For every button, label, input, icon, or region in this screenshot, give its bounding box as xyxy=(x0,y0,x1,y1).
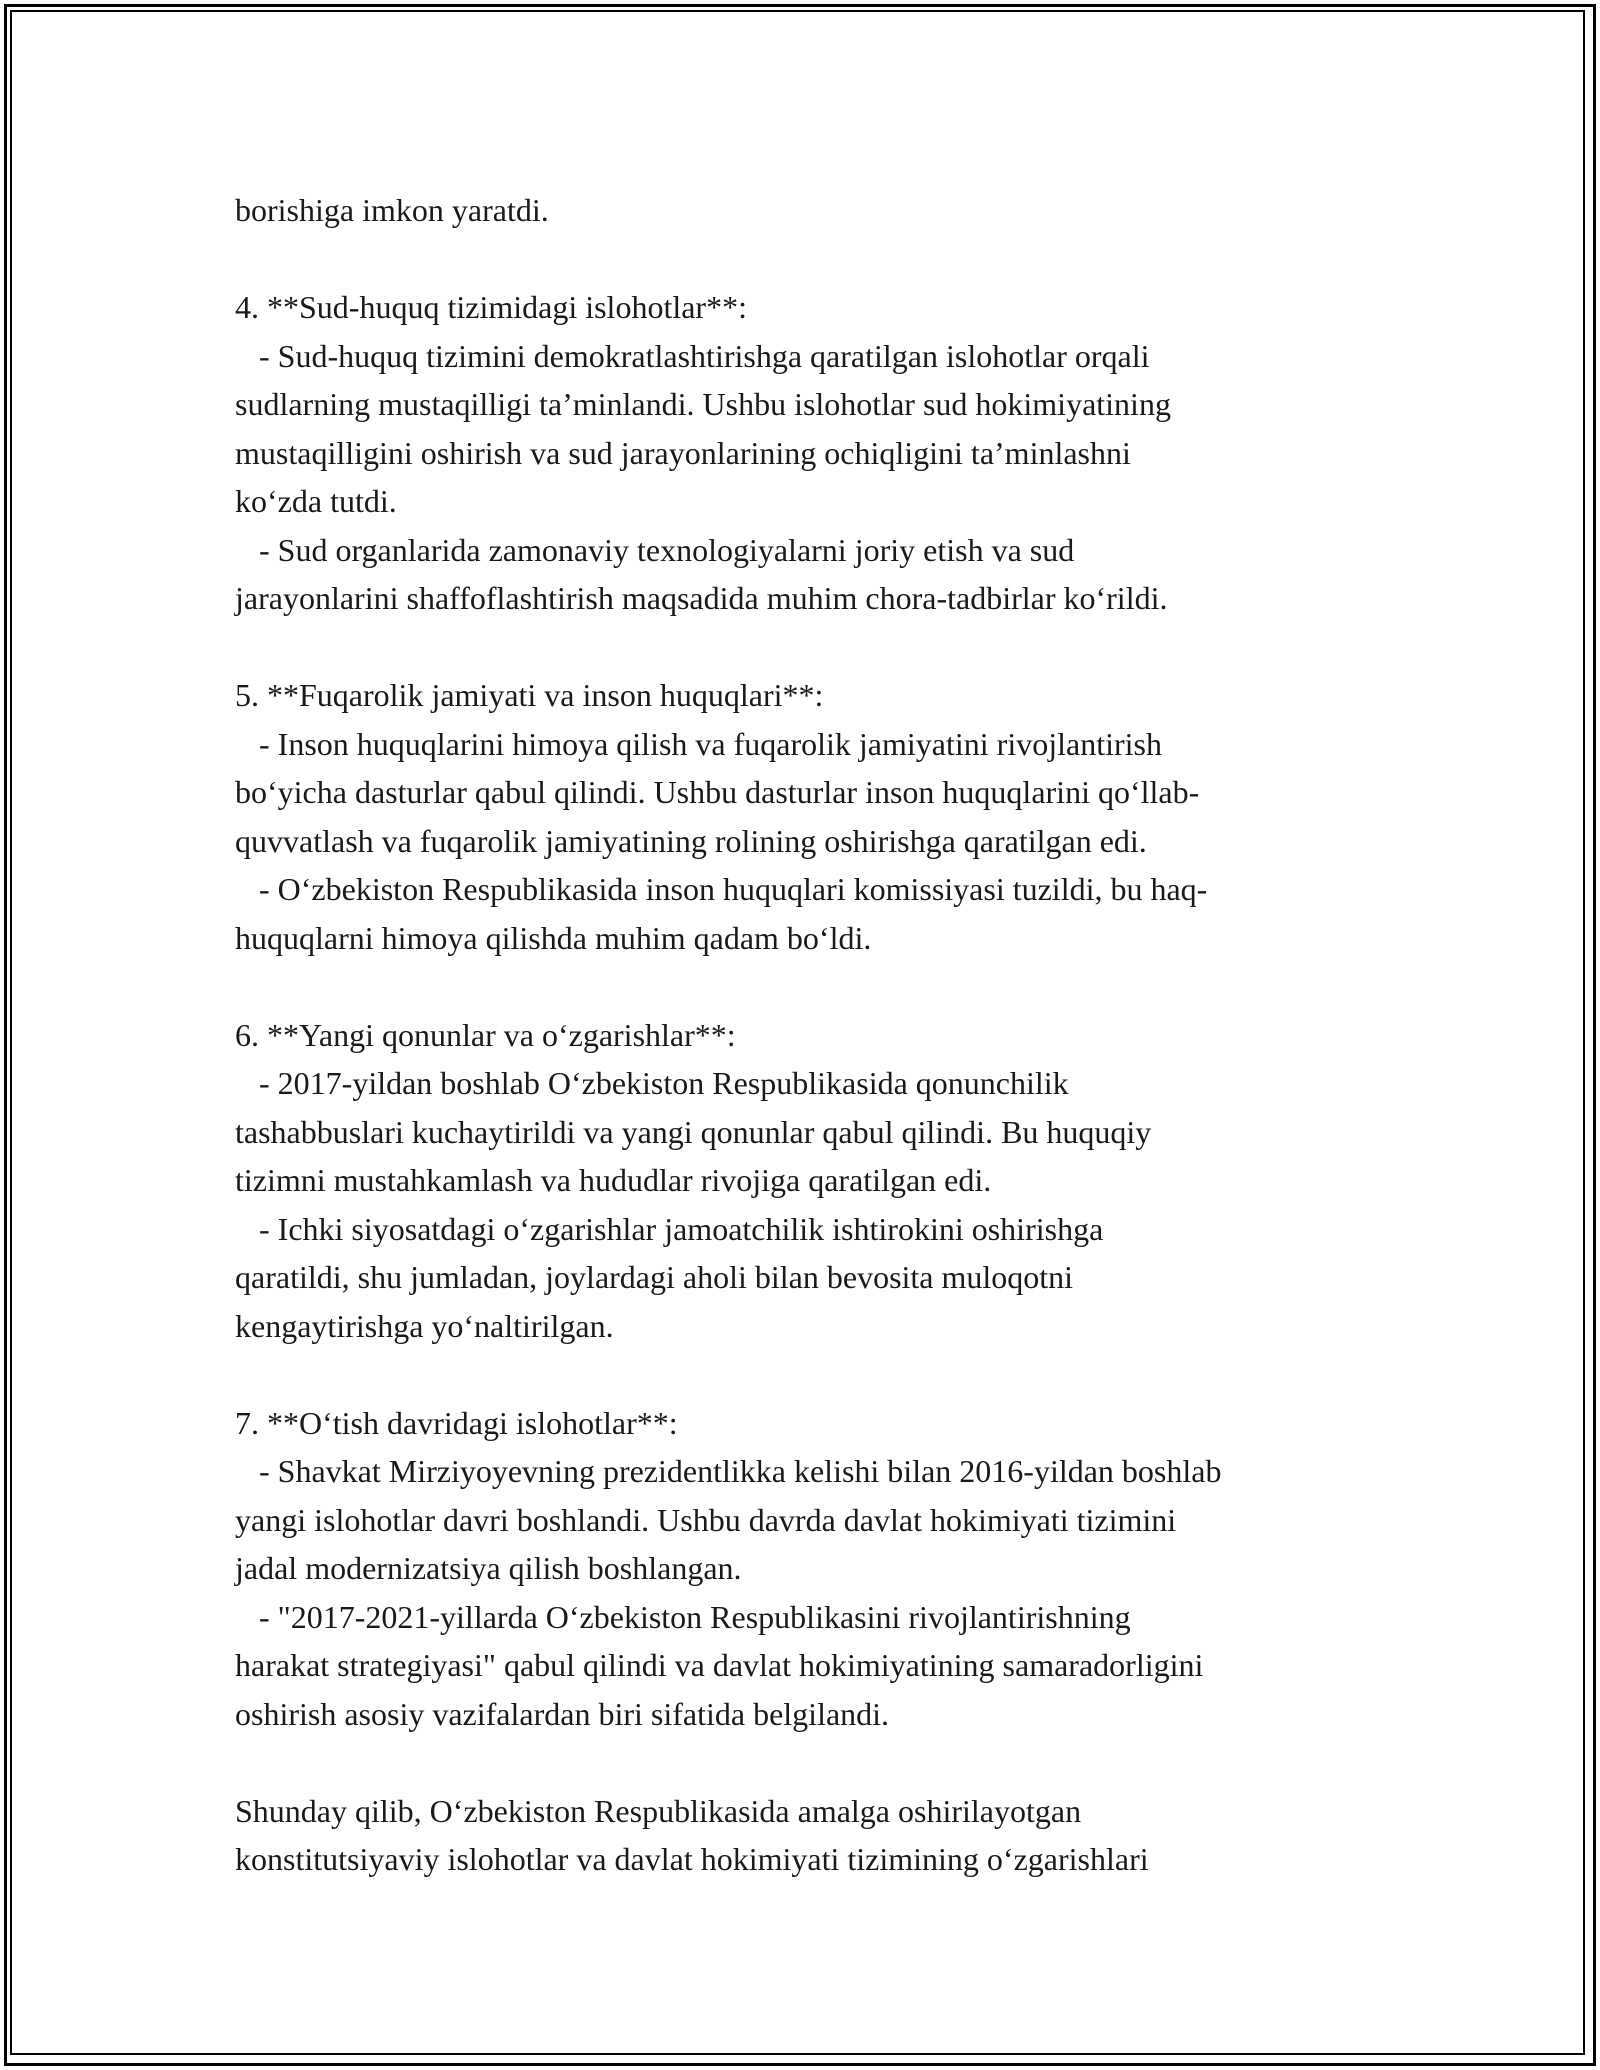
blank-line xyxy=(235,1738,1415,1787)
text-line: sudlarning mustaqilligi ta’minlandi. Ushbu islohotlar sud hokimiyatining xyxy=(235,386,1171,422)
text-line: - "2017-2021-yillarda O‘zbekiston Respublikasini rivojlantirishning xyxy=(235,1598,1131,1635)
text-line: 7. **O‘tish davridagi islohotlar**: xyxy=(235,1404,678,1441)
text-line: mustaqilligini oshirish va sud jarayonlarining ochiqligini ta’minlashni xyxy=(235,434,1131,471)
text-line: - O‘zbekiston Respublikasida inson huquqlari komissiyasi tuzildi, bu haq- xyxy=(235,871,1208,907)
text-line: kengaytirishga yo‘naltirilgan. xyxy=(235,1307,614,1344)
text-line: harakat strategiyasi" qabul qilindi va davlat hokimiyatining samaradorligini xyxy=(235,1647,1204,1683)
text-line: - Shavkat Mirziyoyevning prezidentlikka kelishi bilan 2016-yildan boshlab xyxy=(235,1453,1222,1489)
text-line: 6. **Yangi qonunlar va o‘zgarishlar**: xyxy=(235,1016,736,1053)
text-line: - Ichki siyosatdagi o‘zgarishlar jamoatchilik ishtirokini oshirishga xyxy=(235,1210,1104,1247)
text-line: yangi islohotlar davri boshlandi. Ushbu davrda davlat hokimiyati tizimini xyxy=(235,1501,1177,1538)
blank-line xyxy=(235,235,1415,284)
text-line: bo‘yicha dasturlar qabul qilindi. Ushbu dasturlar inson huquqlarini qo‘llab- xyxy=(235,774,1200,810)
text-line: jarayonlarini shaffoflashtirish maqsadida muhim chora-tadbirlar ko‘rildi. xyxy=(235,580,1168,616)
document-body xyxy=(235,186,1415,1884)
text-line: Shunday qilib, O‘zbekiston Respublikasida amalga oshirilayotgan xyxy=(235,1792,1082,1829)
blank-line xyxy=(235,1350,1415,1399)
text-line: tashabbuslari kuchaytirildi va yangi qonunlar qabul qilindi. Bu huquqiy xyxy=(235,1113,1152,1150)
text-line: oshirish asosiy vazifalardan biri sifatida belgilandi. xyxy=(235,1695,890,1732)
text-line: ko‘zda tutdi. xyxy=(235,483,397,519)
text-line: - Inson huquqlarini himoya qilish va fuqarolik jamiyatini rivojlantirish xyxy=(235,725,1162,762)
text-line: - Sud organlarida zamonaviy texnologiyalarni joriy etish va sud xyxy=(235,531,1075,568)
text-line: 5. **Fuqarolik jamiyati va inson huquqlari**: xyxy=(235,677,824,713)
text-line: jadal modernizatsiya qilish boshlangan. xyxy=(235,1550,742,1586)
text-line: - Sud-huquq tizimini demokratlashtirishga qaratilgan islohotlar orqali xyxy=(235,337,1150,374)
text-line: borishiga imkon yaratdi. xyxy=(235,192,549,228)
text-line: tizimni mustahkamlash va hududlar rivojiga qaratilgan edi. xyxy=(235,1162,992,1198)
blank-line xyxy=(235,623,1415,672)
text-line: huquqlarni himoya qilishda muhim qadam bo‘ldi. xyxy=(235,919,872,956)
text-line: - 2017-yildan boshlab O‘zbekiston Respublikasida qonunchilik xyxy=(235,1065,1069,1101)
text-line: konstitutsiyaviy islohotlar va davlat hokimiyati tizimining o‘zgarishlari xyxy=(235,1841,1149,1877)
blank-line xyxy=(235,962,1415,1011)
text-line: qaratildi, shu jumladan, joylardagi aholi bilan bevosita muloqotni xyxy=(235,1259,1074,1295)
text-line: quvvatlash va fuqarolik jamiyatining rolining oshirishga qaratilgan edi. xyxy=(235,822,1147,859)
text-line: 4. **Sud-huquq tizimidagi islohotlar**: xyxy=(235,289,747,325)
